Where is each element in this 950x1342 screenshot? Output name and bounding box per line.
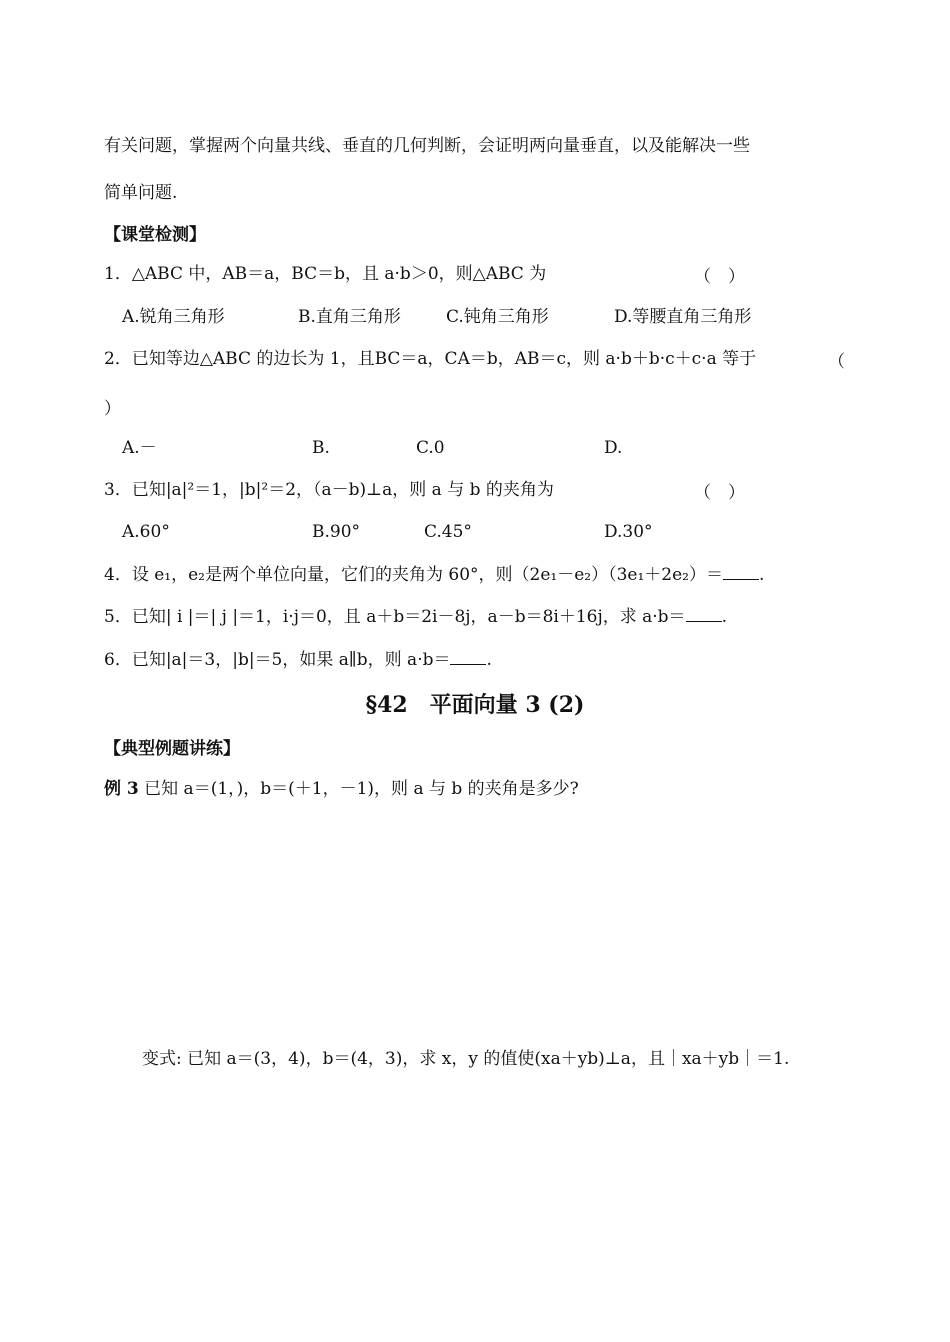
question-1-option-d: D.等腰直角三角形 (614, 307, 752, 327)
question-3-option-b: B.90° (312, 522, 361, 542)
question-3: 3．已知|a|²＝1，|b|²＝2，（a－b)⊥a，则 a 与 b 的夹角为 (104, 480, 554, 500)
question-2-option-c: C.0 (416, 438, 445, 458)
example-3-label: 例 3 (104, 779, 139, 799)
intro-line-2: 简单问题. (104, 183, 178, 203)
section-title: §42 平面向量 3 (2) (365, 692, 585, 718)
question-6-text: 6．已知|a|＝3，|b|＝5，如果 a∥b，则 a·b＝ (104, 650, 451, 670)
question-1-option-b: B.直角三角形 (298, 307, 401, 327)
example-3-text: 已知 a＝(1，)，b＝(＋1，－1)，则 a 与 b 的夹角是多少? (144, 779, 579, 799)
section-heading-examples: 【典型例题讲练】 (104, 739, 240, 759)
question-1-answer-paren: （ ） (694, 267, 745, 287)
question-1: 1．△ABC 中，AB＝a，BC＝b，且 a·b＞0，则△ABC 为 (104, 264, 547, 284)
question-3-option-d: D.30° (604, 522, 653, 542)
question-4-text: 4．设 e₁，e₂是两个单位向量，它们的夹角为 60°，则（2e₁－e₂）（3e₁＋2e₂）＝ (104, 565, 723, 585)
question-2: 2．已知等边△ABC 的边长为 1，且BC＝a，CA＝b，AB＝c，则 a·b＋b·c＋c·a 等于 (104, 349, 757, 369)
question-2-option-d: D. (604, 438, 623, 458)
question-2-paren-close: ） (104, 399, 121, 419)
question-2-option-a: A.－ (122, 438, 157, 458)
question-1-option-a: A.锐角三角形 (122, 307, 225, 327)
question-4-end: . (758, 565, 765, 585)
variant-problem: 变式: 已知 a＝(3，4)，b＝(4，3)，求 x，y 的值使(xa＋yb)⊥a，且｜xa＋yb｜＝1. (142, 1049, 790, 1069)
question-2-option-b: B. (312, 438, 330, 458)
question-3-option-a: A.60° (122, 522, 170, 542)
question-4 (104, 563, 764, 587)
intro-line-1: 有关问题，掌握两个向量共线、垂直的几何判断，会证明两向量垂直，以及能解决一些 (104, 136, 750, 156)
question-5-text: 5．已知| i |＝| j |＝1，i·j＝0，且 a＋b＝2i－8j，a－b＝8i＋16j，求 a·b＝ (104, 607, 686, 627)
question-3-option-c: C.45° (424, 522, 472, 542)
section-heading-check: 【课堂检测】 (104, 225, 206, 245)
question-5-end: . (721, 607, 727, 627)
question-5 (104, 605, 727, 629)
example-3 (104, 777, 579, 801)
question-6-answer-blank[interactable] (450, 648, 486, 665)
question-5-answer-blank[interactable] (686, 605, 722, 622)
question-4-answer-blank[interactable] (723, 563, 759, 580)
question-3-answer-paren: （ ） (694, 483, 745, 503)
question-1-option-c: C.钝角三角形 (446, 307, 549, 327)
question-2-paren-open: （ (828, 352, 845, 372)
question-6-end: . (486, 650, 492, 670)
question-6 (104, 648, 492, 672)
